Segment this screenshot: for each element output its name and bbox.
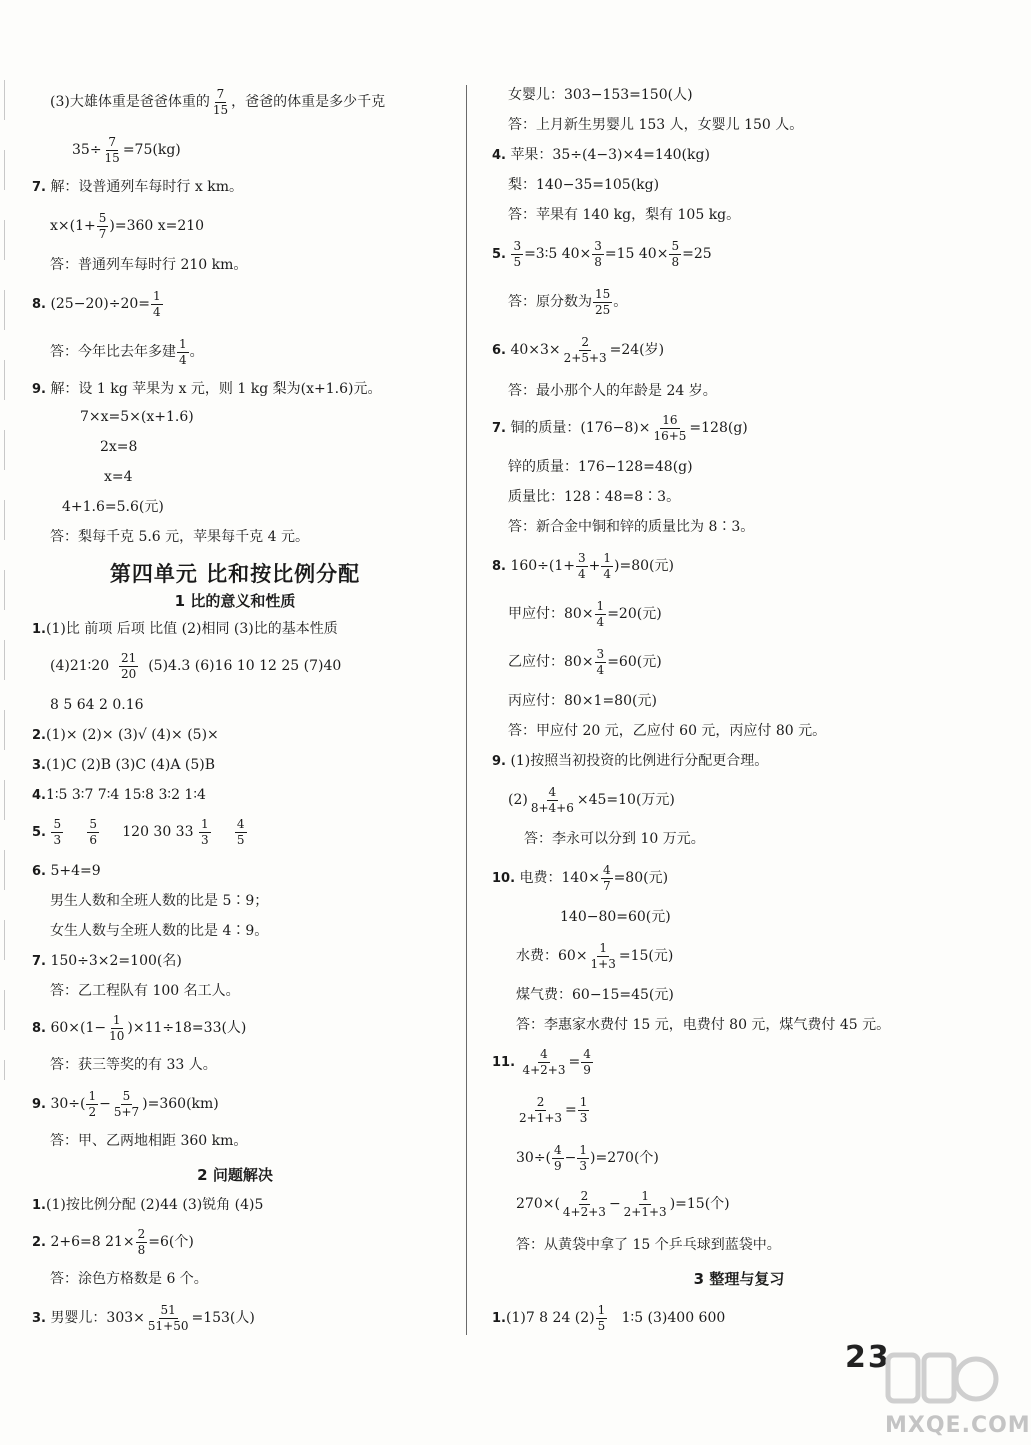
q9-line: 9. 解：设 1 kg 苹果为 x 元，则 1 kg 梨为(x+1.6)元。 xyxy=(32,381,382,397)
q9-eq1: 7×x=5×(x+1.6) xyxy=(80,409,194,425)
r-q5: 5. $\frac{3}{5}$ =3∶5 40× $\frac{3}{8}$ =15 40× $\frac{5}{8}$ =25 xyxy=(492,239,712,269)
page-number: 23 xyxy=(845,1340,891,1375)
r-q8-b: 乙应付：80× $\frac{3}{4}$ =60(元) xyxy=(508,647,662,677)
q8-line: 8. (25−20)÷20= $\frac{1}{4}$ xyxy=(32,289,161,319)
s2-q2: 2. 2+6=8 21× $\frac{2}{8}$ =6(个) xyxy=(32,1227,194,1257)
r-q8-answer: 答：甲应付 20 元，乙应付 60 元，丙应付 80 元。 xyxy=(508,723,827,739)
r-q7-l2: 锌的质量：176−128=48(g) xyxy=(508,459,693,475)
q7-answer: 答：普通列车每时行 210 km。 xyxy=(50,257,248,273)
q9-eq3: x=4 xyxy=(104,469,133,485)
r-q8-a: 甲应付：80× $\frac{1}{4}$ =20(元) xyxy=(508,599,662,629)
s1-q7: 7. 150÷3×2=100(名) xyxy=(32,953,182,969)
s1-q8: 8. 60×(1− $\frac{1}{10}$ )×11÷18=33(人) xyxy=(32,1013,247,1043)
r-q10-l4: 煤气费：60−15=45(元) xyxy=(516,987,674,1003)
q3c-calc: 35÷ $\frac{7}{15}$ =75(kg) xyxy=(72,135,181,165)
r-q10-l2: 140−80=60(元) xyxy=(560,909,671,925)
q3c-line: (3)大雄体重是爸爸体重的 $\frac{7}{15}$ ，爸爸的体重是多少千克 xyxy=(50,87,386,117)
r-q11-l3: 30÷( $\frac{4}{9}$ − $\frac{1}{3}$ )=270(个) xyxy=(516,1143,659,1173)
s1-q7-answer: 答：乙工程队有 100 名工人。 xyxy=(50,983,240,999)
s1-q2: 2.(1)× (2)× (3)√ (4)× (5)× xyxy=(32,727,219,743)
r-q11-l4: 270×( $\frac{2}{4+2+3}$ − $\frac{1}{2+1+3}$ )=15(个) xyxy=(516,1189,730,1219)
r-q7: 7. 铜的质量：(176−8)× $\frac{16}{16+5}$ =128(g) xyxy=(492,413,748,443)
s1-q9: 9. 30÷( $\frac{1}{2}$ − $\frac{5}{5+7}$ )=360(km) xyxy=(32,1089,219,1119)
section-1-title: 1 比的意义和性质 xyxy=(174,592,296,610)
q9-eq2: 2x=8 xyxy=(100,439,138,455)
s2-q3: 3. 男婴儿：303× $\frac{51}{51+50}$ =153(人) xyxy=(32,1303,255,1333)
r-q4-l2: 梨：140−35=105(kg) xyxy=(508,177,660,193)
q7-line: 7. 解：设普通列车每时行 x km。 xyxy=(32,179,243,195)
r-q10-l3: 水费：60× $\frac{1}{1+3}$ =15(元) xyxy=(516,941,674,971)
r-q9: 9. (1)按照当初投资的比例进行分配更合理。 xyxy=(492,753,769,769)
s1-q6-l1: 男生人数和全班人数的比是 5∶9； xyxy=(50,893,269,909)
s3-q1: 1.(1)7 8 24 (2) $\frac{1}{5}$ 1∶5 (3)400 600 xyxy=(492,1303,726,1333)
q9-answer: 答：梨每千克 5.6 元，苹果每千克 4 元。 xyxy=(50,529,309,545)
watermark-text: MXQE.COM xyxy=(885,1413,1031,1438)
r-q11-answer: 答：从黄袋中拿了 15 个乒乓球到蓝袋中。 xyxy=(516,1237,781,1253)
column-divider xyxy=(466,85,467,1335)
r-q10: 10. 电费：140× $\frac{4}{7}$ =80(元) xyxy=(492,863,669,893)
s1-q6: 6. 5+4=9 xyxy=(32,863,101,879)
s2-q1: 1.(1)按比例分配 (2)44 (3)锐角 (4)5 xyxy=(32,1197,264,1213)
s1-q5: 5. $\frac{5}{3}$ $\frac{5}{6}$ 120 30 33 $\frac{1}{3}$ $\frac{4}{5}$ xyxy=(32,817,245,847)
section-2-title: 2 问题解决 xyxy=(197,1166,273,1184)
s1-q4: 4.1∶5 3∶7 7∶4 15∶8 3∶2 1∶4 xyxy=(32,787,206,803)
r-q9-2: (2) $\frac{4}{8+4+6}$ ×45=10(万元) xyxy=(508,785,675,815)
r-q4: 4. 苹果：35÷(4−3)×4=140(kg) xyxy=(492,147,710,163)
r-q8-c: 丙应付：80×1=80(元) xyxy=(508,693,657,709)
s1-q6-l2: 女生人数与全班人数的比是 4∶9。 xyxy=(50,923,269,939)
r-q8: 8. 160÷(1+ $\frac{3}{4}$ + $\frac{1}{4}$ )=80(元) xyxy=(492,551,674,581)
r-q6: 6. 40×3× $\frac{2}{2+5+3}$ =24(岁) xyxy=(492,335,665,365)
r-q5-answer: 答：原分数为 $\frac{15}{25}$ 。 xyxy=(508,287,628,317)
s1-q8-answer: 答：获三等奖的有 33 人。 xyxy=(50,1057,217,1073)
s1-q3: 3.(1)C (2)B (3)C (4)A (5)B xyxy=(32,757,216,773)
r-q6-answer: 答：最小那个人的年龄是 24 岁。 xyxy=(508,383,717,399)
s2-q2-answer: 答：涂色方格数是 6 个。 xyxy=(50,1271,208,1287)
r-q7-answer: 答：新合金中铜和锌的质量比为 8∶3。 xyxy=(508,519,755,535)
s1-q1b: (4)21∶20 $\frac{21}{20}$ (5)4.3 (6)16 10 12 25 (7)40 xyxy=(50,651,342,681)
q7-eq: x×(1+ $\frac{5}{7}$ )=360 x=210 xyxy=(50,211,205,241)
r-l1: 女婴儿：303−153=150(人) xyxy=(508,87,693,103)
s1-q1c: 8 5 64 2 0.16 xyxy=(50,697,144,713)
r-q4-answer: 答：苹果有 140 kg，梨有 105 kg。 xyxy=(508,207,741,223)
q8-answer: 答：今年比去年多建 $\frac{1}{4}$ 。 xyxy=(50,337,204,367)
r-q10-answer: 答：李惠家水费付 15 元，电费付 80 元，煤气费付 45 元。 xyxy=(516,1017,891,1033)
r-q11-l2: $\frac{2}{2+1+3}$ = $\frac{1}{3}$ xyxy=(519,1095,588,1125)
unit-title: 第四单元 比和按比例分配 xyxy=(109,562,361,586)
s1-q1: 1.(1)比 前项 后项 比值 (2)相同 (3)比的基本性质 xyxy=(32,621,338,637)
r-q11: 11. $\frac{4}{4+2+3}$ = $\frac{4}{9}$ xyxy=(492,1047,591,1077)
r-q9-answer: 答：李永可以分到 10 万元。 xyxy=(524,831,705,847)
r-q7-l3: 质量比：128∶48=8∶3。 xyxy=(508,489,681,505)
s1-q9-answer: 答：甲、乙两地相距 360 km。 xyxy=(50,1133,248,1149)
r-l2: 答：上月新生男婴儿 153 人，女婴儿 150 人。 xyxy=(508,117,804,133)
section-3-title: 3 整理与复习 xyxy=(693,1270,785,1288)
q9-eq4: 4+1.6=5.6(元) xyxy=(62,499,164,515)
